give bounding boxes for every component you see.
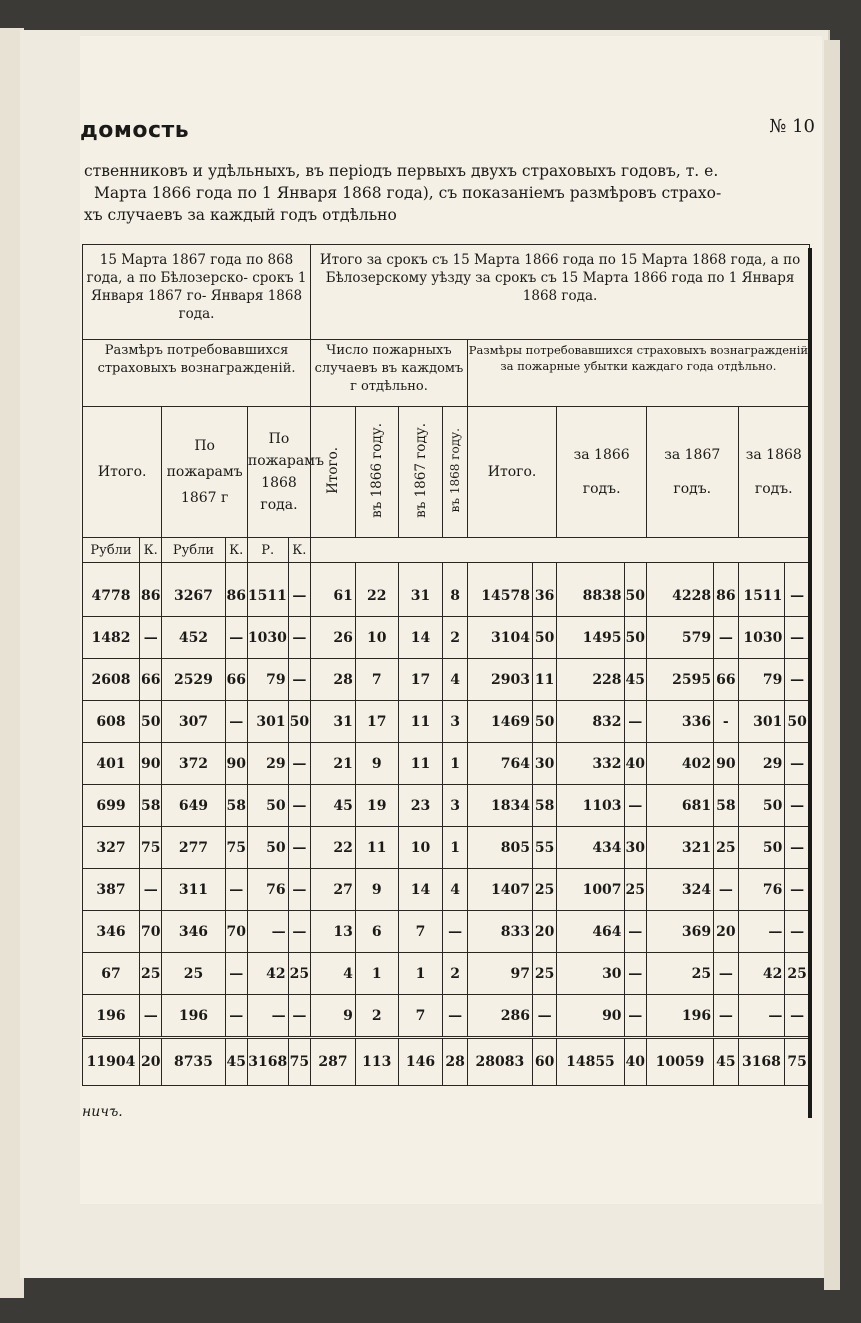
table-cell: — bbox=[714, 869, 738, 911]
table-cell: 25 bbox=[162, 953, 225, 995]
table-cell: — bbox=[624, 701, 646, 743]
table-cell: 4 bbox=[311, 953, 356, 995]
table-cell: 196 bbox=[162, 995, 225, 1038]
table-cell: 66 bbox=[714, 659, 738, 701]
table-row bbox=[83, 911, 810, 953]
table-cell: — bbox=[785, 659, 810, 701]
table-cell: 2608 bbox=[83, 659, 140, 701]
table-cell: 23 bbox=[398, 785, 443, 827]
col-fires-1867: По пожарамъ 1867 г bbox=[162, 407, 248, 538]
table-cell: 452 bbox=[162, 617, 225, 659]
table-cell: 805 bbox=[467, 827, 532, 869]
table-cell: 27 bbox=[311, 869, 356, 911]
table-cell: — bbox=[225, 701, 247, 743]
table-cell: 50 bbox=[738, 785, 785, 827]
table-row bbox=[83, 953, 810, 995]
table-cell: 31 bbox=[398, 563, 443, 617]
table-cell: 9 bbox=[355, 743, 398, 785]
table-cell: 50 bbox=[738, 827, 785, 869]
table-cell: 50 bbox=[785, 701, 810, 743]
intro-line: хъ случаевъ за каждый годъ отдѣльно bbox=[84, 206, 397, 224]
table-cell: 14578 bbox=[467, 563, 532, 617]
group-header-right: Итого за срокъ съ 15 Марта 1866 года по 15 Марта 1868 года, а по Бѣлозерскому уѣзду за срокъ съ 15 Марта 1866 года по 1 Января 1868 года. bbox=[311, 245, 810, 340]
col-count-total bbox=[311, 407, 356, 538]
table-cell: 14 bbox=[398, 617, 443, 659]
table-cell: 832 bbox=[557, 701, 624, 743]
total-cell: 28083 bbox=[467, 1038, 532, 1086]
col-sum-total: Итого. bbox=[467, 407, 557, 538]
table-cell: 30 bbox=[557, 953, 624, 995]
table-cell: — bbox=[225, 953, 247, 995]
table-cell: 1030 bbox=[247, 617, 288, 659]
table-cell: 2529 bbox=[162, 659, 225, 701]
table-cell: 681 bbox=[646, 785, 713, 827]
intro-line: Марта 1866 года по 1 Января 1868 года), съ показаніемъ размѣровъ страхо- bbox=[94, 184, 722, 202]
table-cell: 2 bbox=[355, 995, 398, 1038]
table-cell: — bbox=[785, 617, 810, 659]
table-cell: 66 bbox=[140, 659, 162, 701]
table-cell: 2 bbox=[443, 953, 467, 995]
table-cell: 40 bbox=[624, 743, 646, 785]
table-cell: 301 bbox=[738, 701, 785, 743]
table-cell: 4 bbox=[443, 659, 467, 701]
table-cell: 4 bbox=[443, 869, 467, 911]
table-cell: 579 bbox=[646, 617, 713, 659]
table-cell: 764 bbox=[467, 743, 532, 785]
table-cell: — bbox=[785, 827, 810, 869]
col-count-total-label: Итого. bbox=[324, 446, 341, 494]
table-cell: 25 bbox=[714, 827, 738, 869]
table-cell: 79 bbox=[738, 659, 785, 701]
table-cell: 608 bbox=[83, 701, 140, 743]
total-cell: 14855 bbox=[557, 1038, 624, 1086]
table-cell: 372 bbox=[162, 743, 225, 785]
table-cell: 7 bbox=[398, 911, 443, 953]
table-cell: 25 bbox=[532, 953, 556, 995]
table-cell: 833 bbox=[467, 911, 532, 953]
table-cell: 228 bbox=[557, 659, 624, 701]
table-cell: 1 bbox=[443, 827, 467, 869]
table-cell: 1834 bbox=[467, 785, 532, 827]
table-row bbox=[83, 617, 810, 659]
table-cell: 50 bbox=[532, 617, 556, 659]
table-cell: 50 bbox=[247, 785, 288, 827]
unit-kop: К. bbox=[140, 538, 162, 563]
total-cell: 60 bbox=[532, 1038, 556, 1086]
total-cell: 146 bbox=[398, 1038, 443, 1086]
table-cell: 86 bbox=[225, 563, 247, 617]
table-cell: 699 bbox=[83, 785, 140, 827]
table-cell: 464 bbox=[557, 911, 624, 953]
table-cell: 1511 bbox=[247, 563, 288, 617]
table-cell: 90 bbox=[714, 743, 738, 785]
table-row bbox=[83, 995, 810, 1038]
table-cell: 50 bbox=[247, 827, 288, 869]
table-cell: 13 bbox=[311, 911, 356, 953]
table-cell: 1007 bbox=[557, 869, 624, 911]
total-cell: 75 bbox=[785, 1038, 810, 1086]
subheader-fire-counts: Число пожарныхъ случаевъ въ каждомъ г отдѣльно. bbox=[311, 340, 468, 407]
table-cell: — bbox=[624, 995, 646, 1038]
table-cell: 11 bbox=[398, 743, 443, 785]
col-sum-1867: за 1867 годъ. bbox=[646, 407, 738, 538]
table-row bbox=[83, 659, 810, 701]
table-cell: — bbox=[140, 869, 162, 911]
table-cell: 332 bbox=[557, 743, 624, 785]
subheader-sizes: Размѣръ потребовавшихся страховыхъ вознагражденій. bbox=[83, 340, 311, 407]
table-cell: 387 bbox=[83, 869, 140, 911]
table-cell: 1469 bbox=[467, 701, 532, 743]
total-cell: 28 bbox=[443, 1038, 467, 1086]
table-cell: 11 bbox=[532, 659, 556, 701]
table-cell: 2 bbox=[443, 617, 467, 659]
table-cell: 4778 bbox=[83, 563, 140, 617]
table-row bbox=[83, 563, 810, 617]
table-cell: — bbox=[225, 869, 247, 911]
table-cell: 307 bbox=[162, 701, 225, 743]
table-cell: 90 bbox=[140, 743, 162, 785]
table-cell: 31 bbox=[311, 701, 356, 743]
table-cell: 20 bbox=[532, 911, 556, 953]
unit-blank bbox=[311, 538, 810, 563]
col-count-1868-label: въ 1868 году. bbox=[448, 427, 463, 513]
col-sum-1866: за 1866 годъ. bbox=[557, 407, 647, 538]
table-cell: — bbox=[785, 995, 810, 1038]
unit-rub: Рубли bbox=[83, 538, 140, 563]
subheader-yearly-sizes: Размѣры потребовавшихся страховыхъ вознагражденій за пожарные убытки каждаго года отдѣльно. bbox=[467, 340, 809, 407]
col-sum-1868: за 1868 годъ. bbox=[738, 407, 809, 538]
table-cell: — bbox=[738, 911, 785, 953]
table-cell: 336 bbox=[646, 701, 713, 743]
total-cell: 45 bbox=[225, 1038, 247, 1086]
table-cell: 25 bbox=[646, 953, 713, 995]
table-row bbox=[83, 701, 810, 743]
table-cell: 26 bbox=[311, 617, 356, 659]
table-cell: — bbox=[225, 617, 247, 659]
table-cell: 90 bbox=[557, 995, 624, 1038]
table-cell: 75 bbox=[140, 827, 162, 869]
table-cell: 45 bbox=[624, 659, 646, 701]
table-cell: 58 bbox=[225, 785, 247, 827]
table-cell: 70 bbox=[225, 911, 247, 953]
table-cell: 346 bbox=[162, 911, 225, 953]
total-cell: 45 bbox=[714, 1038, 738, 1086]
page-title: домость bbox=[80, 118, 190, 143]
unit-rub: Рубли bbox=[162, 538, 225, 563]
total-cell: 3168 bbox=[738, 1038, 785, 1086]
table-cell: — bbox=[140, 617, 162, 659]
table-cell: 42 bbox=[738, 953, 785, 995]
table-cell: — bbox=[714, 995, 738, 1038]
table-cell: 301 bbox=[247, 701, 288, 743]
table-cell: 277 bbox=[162, 827, 225, 869]
table-cell: — bbox=[288, 617, 310, 659]
table-cell: 22 bbox=[355, 563, 398, 617]
table-cell: 17 bbox=[355, 701, 398, 743]
table-cell: — bbox=[785, 743, 810, 785]
table-cell: — bbox=[624, 953, 646, 995]
table-cell: 97 bbox=[467, 953, 532, 995]
table-cell: 3104 bbox=[467, 617, 532, 659]
total-cell: 113 bbox=[355, 1038, 398, 1086]
table-cell: 25 bbox=[288, 953, 310, 995]
table-cell: — bbox=[225, 995, 247, 1038]
table-cell: 1103 bbox=[557, 785, 624, 827]
table-row bbox=[83, 827, 810, 869]
table-cell: 3 bbox=[443, 785, 467, 827]
table-cell: 346 bbox=[83, 911, 140, 953]
table-cell: 25 bbox=[785, 953, 810, 995]
unit-kop: К. bbox=[288, 538, 310, 563]
table-cell: 9 bbox=[355, 869, 398, 911]
table-cell: 30 bbox=[532, 743, 556, 785]
intro-text bbox=[84, 160, 804, 226]
table-cell: 61 bbox=[311, 563, 356, 617]
table-cell: — bbox=[288, 743, 310, 785]
table-cell: — bbox=[785, 911, 810, 953]
table-cell: — bbox=[624, 785, 646, 827]
table-cell: 434 bbox=[557, 827, 624, 869]
table-cell: 401 bbox=[83, 743, 140, 785]
table-cell: 75 bbox=[225, 827, 247, 869]
table-cell: 1030 bbox=[738, 617, 785, 659]
unit-kop: К. bbox=[225, 538, 247, 563]
table-cell: 1495 bbox=[557, 617, 624, 659]
table-cell: — bbox=[288, 869, 310, 911]
table-cell: 58 bbox=[140, 785, 162, 827]
table-cell: — bbox=[288, 995, 310, 1038]
table-cell: — bbox=[288, 785, 310, 827]
col-count-1866-label: въ 1866 году. bbox=[368, 422, 385, 518]
table-cell: 66 bbox=[225, 659, 247, 701]
table-cell: 55 bbox=[532, 827, 556, 869]
table-cell: 649 bbox=[162, 785, 225, 827]
total-cell: 40 bbox=[624, 1038, 646, 1086]
table-cell: — bbox=[738, 995, 785, 1038]
table-cell: — bbox=[288, 827, 310, 869]
table-cell: 11 bbox=[398, 701, 443, 743]
table-cell: — bbox=[288, 911, 310, 953]
table-cell: 22 bbox=[311, 827, 356, 869]
total-cell: 75 bbox=[288, 1038, 310, 1086]
table-cell: 76 bbox=[738, 869, 785, 911]
table-cell: 50 bbox=[288, 701, 310, 743]
col-itogo: Итого. bbox=[83, 407, 162, 538]
table-cell: 86 bbox=[714, 563, 738, 617]
table-cell: 11 bbox=[355, 827, 398, 869]
table-cell: 20 bbox=[714, 911, 738, 953]
table-cell: 10 bbox=[398, 827, 443, 869]
total-cell: 287 bbox=[311, 1038, 356, 1086]
table-cell: 3267 bbox=[162, 563, 225, 617]
table-cell: 86 bbox=[140, 563, 162, 617]
total-cell: 20 bbox=[140, 1038, 162, 1086]
table-cell: 196 bbox=[83, 995, 140, 1038]
table-cell: - bbox=[714, 701, 738, 743]
col-count-1866 bbox=[355, 407, 398, 538]
table-cell: 1482 bbox=[83, 617, 140, 659]
total-cell: 8735 bbox=[162, 1038, 225, 1086]
col-count-1868 bbox=[443, 407, 467, 538]
table-cell: 321 bbox=[646, 827, 713, 869]
table-cell: 7 bbox=[398, 995, 443, 1038]
table-cell: — bbox=[785, 869, 810, 911]
total-cell: 10059 bbox=[646, 1038, 713, 1086]
table-cell: 25 bbox=[140, 953, 162, 995]
table-cell: 42 bbox=[247, 953, 288, 995]
table-cell: 311 bbox=[162, 869, 225, 911]
col-fires-1868: По пожарамъ 1868 года. bbox=[247, 407, 310, 538]
table-cell: — bbox=[443, 911, 467, 953]
table-cell: 50 bbox=[532, 701, 556, 743]
table-cell: 50 bbox=[624, 563, 646, 617]
table-cell: — bbox=[714, 953, 738, 995]
table-cell: 10 bbox=[355, 617, 398, 659]
table-cell: 2903 bbox=[467, 659, 532, 701]
table-cell: 50 bbox=[624, 617, 646, 659]
table-cell: 286 bbox=[467, 995, 532, 1038]
col-count-1867 bbox=[398, 407, 443, 538]
page-edge bbox=[824, 40, 840, 1290]
table-cell: 2595 bbox=[646, 659, 713, 701]
table-cell: — bbox=[247, 911, 288, 953]
table-cell: 70 bbox=[140, 911, 162, 953]
table-cell: 9 bbox=[311, 995, 356, 1038]
table-cell: 327 bbox=[83, 827, 140, 869]
unit-r: Р. bbox=[247, 538, 288, 563]
table-cell: 29 bbox=[738, 743, 785, 785]
table-cell: 324 bbox=[646, 869, 713, 911]
table-cell: 1407 bbox=[467, 869, 532, 911]
table-cell: 7 bbox=[355, 659, 398, 701]
insurance-ledger-table bbox=[82, 244, 810, 1086]
table-cell: 90 bbox=[225, 743, 247, 785]
signature: ничъ. bbox=[82, 1104, 123, 1120]
table-cell: — bbox=[785, 785, 810, 827]
table-cell: 17 bbox=[398, 659, 443, 701]
table-cell: 3 bbox=[443, 701, 467, 743]
table-cell: 29 bbox=[247, 743, 288, 785]
table-cell: 25 bbox=[624, 869, 646, 911]
table-cell: 19 bbox=[355, 785, 398, 827]
table-cell: 369 bbox=[646, 911, 713, 953]
table-cell: 67 bbox=[83, 953, 140, 995]
table-cell: 196 bbox=[646, 995, 713, 1038]
table-row bbox=[83, 869, 810, 911]
table-cell: 36 bbox=[532, 563, 556, 617]
table-cell: — bbox=[532, 995, 556, 1038]
totals-row bbox=[83, 1038, 810, 1086]
total-cell: 3168 bbox=[247, 1038, 288, 1086]
table-row bbox=[83, 743, 810, 785]
intro-line: ственниковъ и удѣльныхъ, въ періодъ первыхъ двухъ страховыхъ годовъ, т. е. bbox=[84, 162, 719, 180]
total-cell: 11904 bbox=[83, 1038, 140, 1086]
table-cell: 14 bbox=[398, 869, 443, 911]
table-cell: — bbox=[288, 563, 310, 617]
table-cell: 1 bbox=[398, 953, 443, 995]
table-cell: 30 bbox=[624, 827, 646, 869]
table-cell: 50 bbox=[140, 701, 162, 743]
table-cell: 76 bbox=[247, 869, 288, 911]
table-cell: 79 bbox=[247, 659, 288, 701]
table-cell: 1 bbox=[443, 743, 467, 785]
table-cell: — bbox=[785, 563, 810, 617]
table-cell: 8 bbox=[443, 563, 467, 617]
table-cell: 8838 bbox=[557, 563, 624, 617]
group-header-left: 15 Марта 1867 года по 868 года, а по Бѣлозерско- срокъ 1 Января 1867 го- Января 1868 года. bbox=[83, 245, 311, 340]
table-cell: — bbox=[140, 995, 162, 1038]
table-cell: 45 bbox=[311, 785, 356, 827]
table-cell: — bbox=[247, 995, 288, 1038]
table-cell: 1511 bbox=[738, 563, 785, 617]
table-cell: 6 bbox=[355, 911, 398, 953]
table-cell: 58 bbox=[532, 785, 556, 827]
table-cell: 25 bbox=[532, 869, 556, 911]
table-row bbox=[83, 785, 810, 827]
table-cell: 21 bbox=[311, 743, 356, 785]
page-number: № 10 bbox=[769, 116, 815, 137]
table-cell: 58 bbox=[714, 785, 738, 827]
table-cell: 402 bbox=[646, 743, 713, 785]
table-cell: — bbox=[443, 995, 467, 1038]
table-cell: — bbox=[288, 659, 310, 701]
col-count-1867-label: въ 1867 году. bbox=[412, 422, 429, 518]
table-cell: 1 bbox=[355, 953, 398, 995]
table-cell: 28 bbox=[311, 659, 356, 701]
right-border-rule bbox=[808, 248, 812, 1118]
table-cell: — bbox=[714, 617, 738, 659]
table-cell: — bbox=[624, 911, 646, 953]
table-cell: 4228 bbox=[646, 563, 713, 617]
